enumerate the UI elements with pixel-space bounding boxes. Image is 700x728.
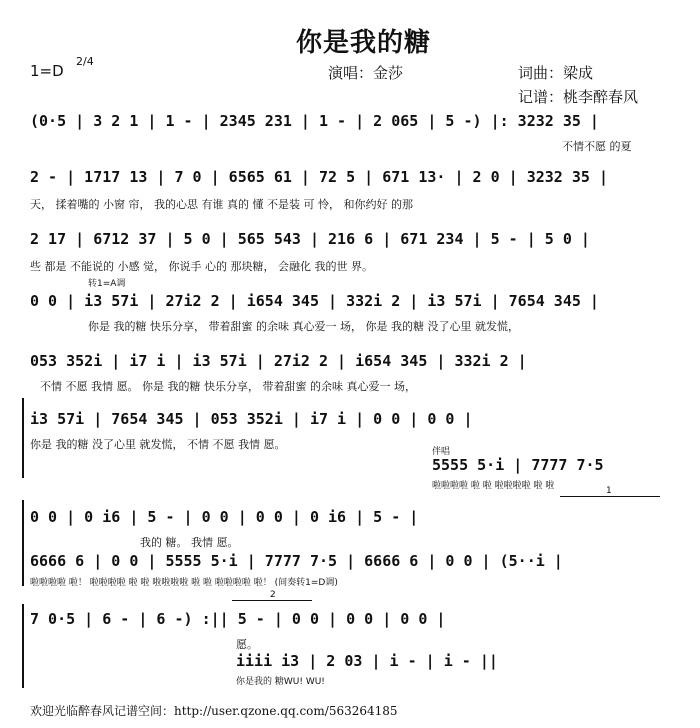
staff-8-sub-lyrics: 你是我的 糖WU! WU! xyxy=(236,677,325,687)
staff-4-notes: 0 0 | i3 57i | 27i2 2 | i654 345 | 332i 2 | i3 57i | 7654 345 | xyxy=(30,292,599,310)
staff-6-sub-lyrics: 啦啦啦啦 啦 啦 啦啦啦啦 啦 啦 xyxy=(432,481,555,491)
system-bracket xyxy=(22,398,24,478)
singer-credit: 演唱：金莎 xyxy=(328,64,404,82)
volta-1-bracket xyxy=(560,496,660,497)
modulation-mark: 转1=A调 xyxy=(88,279,126,289)
system-bracket xyxy=(22,500,24,586)
footer-credit: 欢迎光临醉春风记谱空间：http://user.qzone.qq.com/563264185 xyxy=(30,704,398,718)
staff-8-sub-notes: iiii i3 | 2 03 | i - | i - || xyxy=(236,652,498,670)
volta-2-label: 2 xyxy=(270,590,276,600)
system-bracket xyxy=(22,604,24,688)
time-signature-value: 2/4 xyxy=(76,55,94,68)
staff-5-notes: 053 352i | i7 i | i3 57i | 27i2 2 | i654 345 | 332i 2 | xyxy=(30,352,527,370)
part-label: 伴唱 xyxy=(432,447,451,457)
staff-7-lyrics: 我的 糖。 我情 愿。 xyxy=(140,536,239,549)
staff-2-notes: 2 - | 1717 13 | 7 0 | 6565 61 | 72 5 | 671 13· | 2 0 | 3232 35 | xyxy=(30,168,608,186)
staff-6-lyrics: 你是 我的糖 没了心里 就发慌， 不情 不愿 我情 愿。 xyxy=(30,438,286,451)
volta-2-bracket xyxy=(232,600,312,601)
staff-8-notes: 7 0·5 | 6 - | 6 -) :|| 5 - | 0 0 | 0 0 | 0 0 | xyxy=(30,610,446,628)
staff-6-notes: i3 57i | 7654 345 | 053 352i | i7 i | 0 0 | 0 0 | xyxy=(30,410,473,428)
staff-6-sub-notes: 5555 5·i | 7777 7·5 xyxy=(432,456,604,474)
staff-2-lyrics: 天， 揉着嘴的 小窗 帘， 我的心思 有谁 真的 懂 不是装 可 怜， 和你约好 的那 xyxy=(30,198,413,211)
volta-1-label: 1 xyxy=(606,486,612,496)
staff-8-lyrics: 愿。 xyxy=(236,638,258,651)
time-signature xyxy=(76,56,94,67)
staff-7-notes: 0 0 | 0 i6 | 5 - | 0 0 | 0 0 | 0 i6 | 5 - | xyxy=(30,508,419,526)
staff-3-notes: 2 17 | 6712 37 | 5 0 | 565 543 | 216 6 | 671 234 | 5 - | 5 0 | xyxy=(30,230,590,248)
staff-7-sub-notes: 6666 6 | 0 0 | 5555 5·i | 7777 7·5 | 6666 6 | 0 0 | (5··i | xyxy=(30,552,563,570)
song-title: 你是我的糖 xyxy=(296,28,432,58)
writer-credit: 词曲：梁成 xyxy=(518,64,594,82)
transcriber-credit: 记谱：桃李醉春风 xyxy=(518,88,639,106)
key-signature: 1=D xyxy=(30,62,64,80)
staff-5-lyrics: 不情 不愿 我情 愿。 你是 我的糖 快乐分享， 带着甜蜜 的余味 真心爱一 场， xyxy=(40,380,416,393)
staff-1-notes: (0·5 | 3 2 1 | 1 - | 2345 231 | 1 - | 2 065 | 5 -) |: 3232 35 | xyxy=(30,112,599,130)
staff-7-sub-lyrics: 啦啦啦啦 啦！ 啦啦啦啦 啦 啦 啦啦啦啦 啦 啦 啦啦啦啦 啦！ (间奏转1=D调) xyxy=(30,578,338,588)
staff-4-lyrics: 你是 我的糖 快乐分享， 带着甜蜜 的余味 真心爱一 场， 你是 我的糖 没了心里 就发慌， xyxy=(88,320,519,333)
staff-3-lyrics: 些 都是 不能说的 小感 觉， 你说手 心的 那块糖， 会融化 我的世 界。 xyxy=(30,260,373,273)
staff-1-lyrics: 不情不愿 的夏 xyxy=(562,140,632,153)
